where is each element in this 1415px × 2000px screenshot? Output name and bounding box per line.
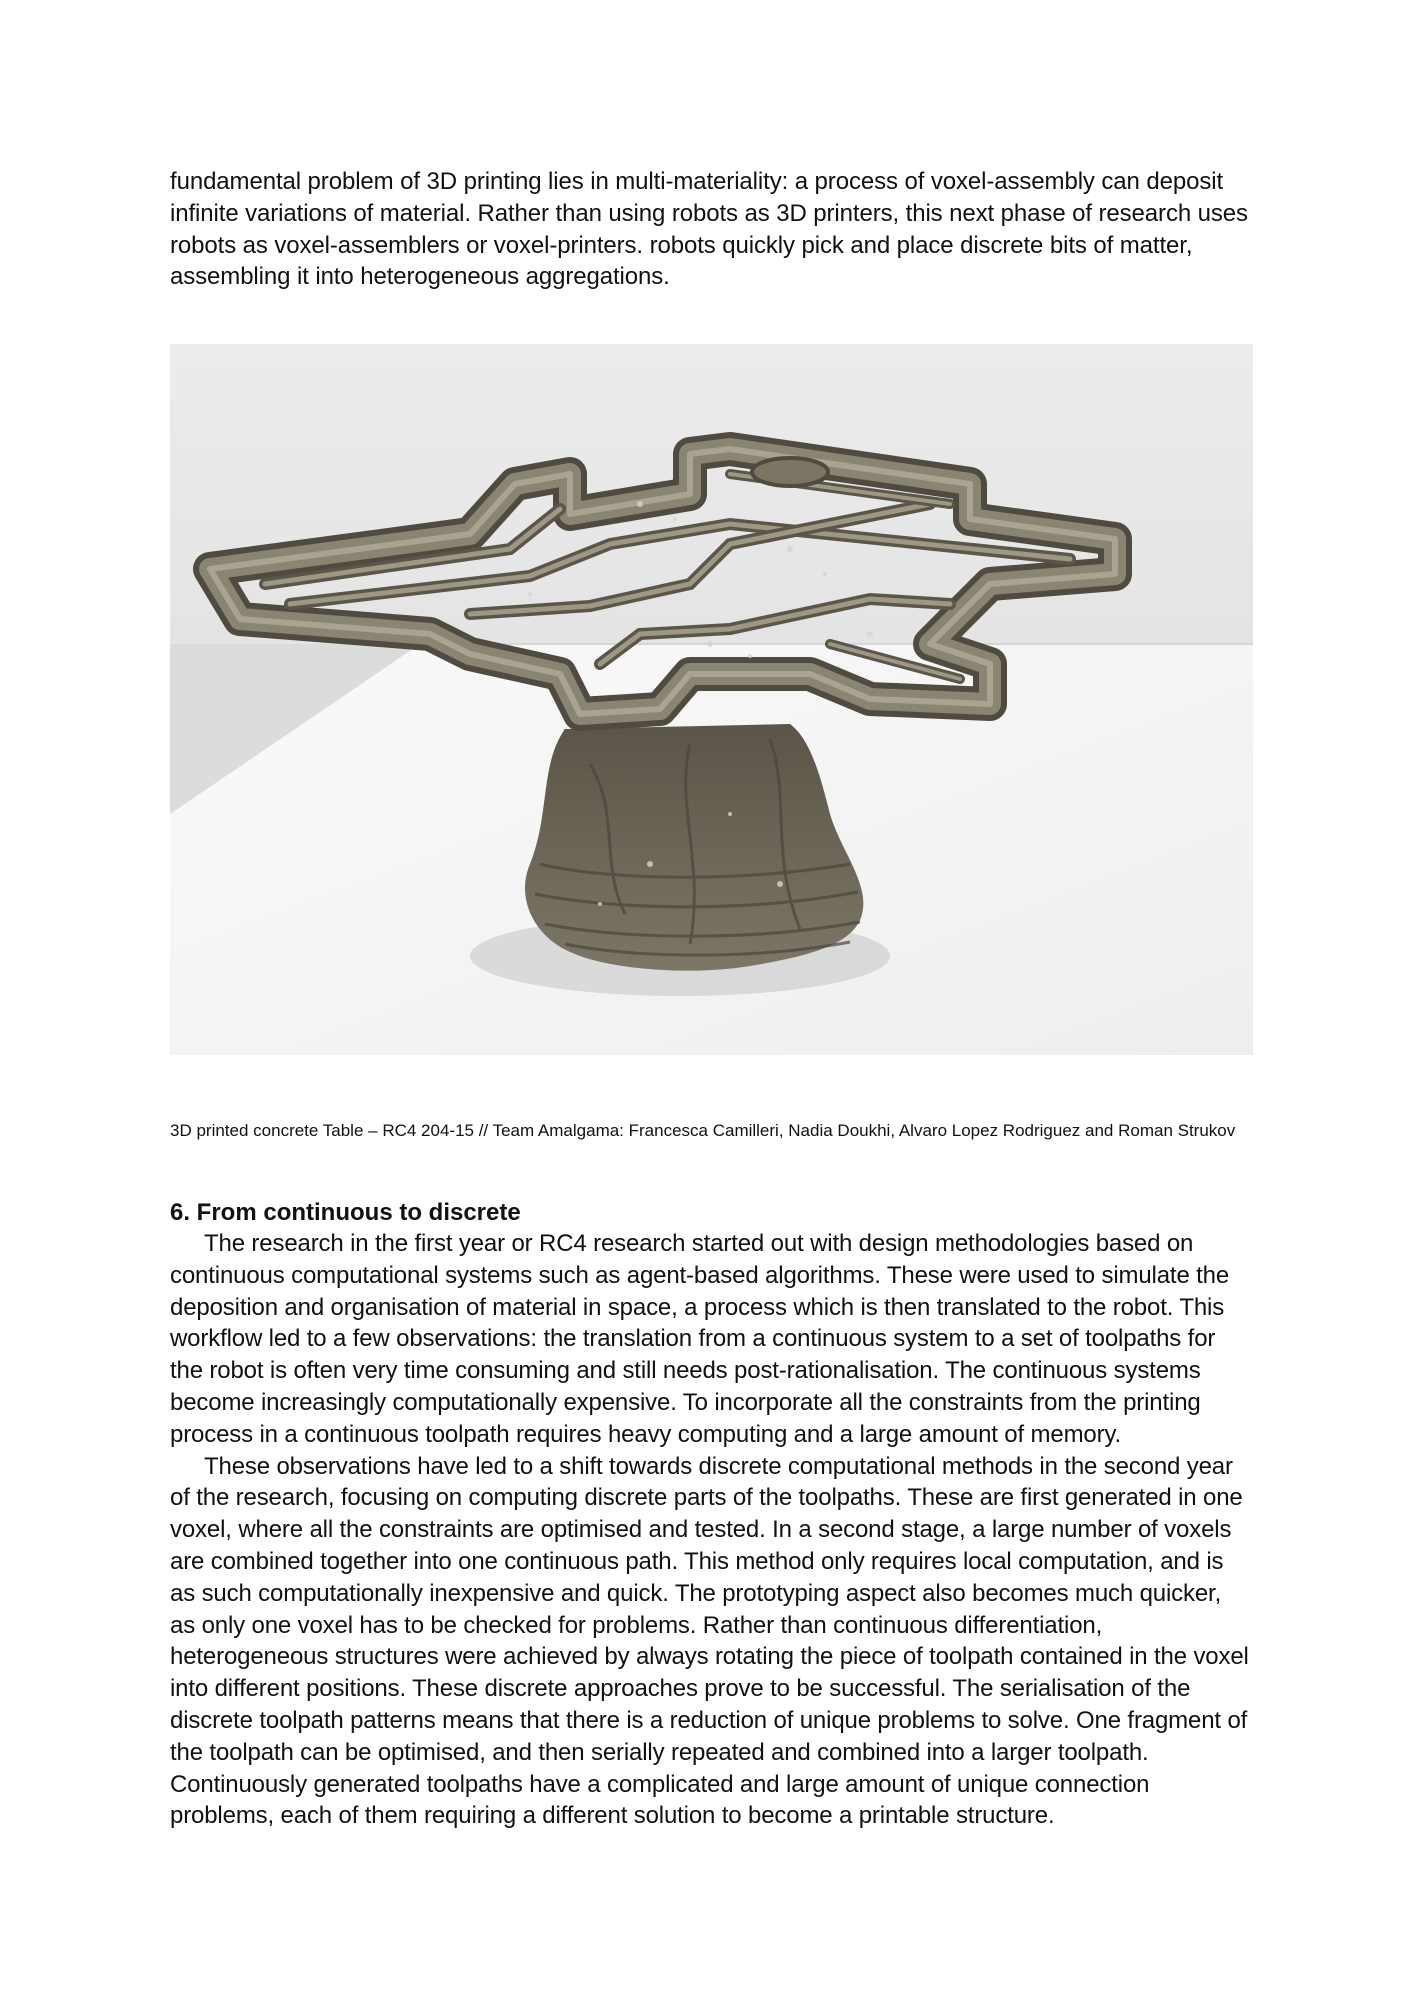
section-body: [170, 1228, 1250, 1832]
intro-paragraph: fundamental problem of 3D printing lies in multi-materiality: a process of voxel-assembly can deposit infinite variations of material. Rather than using robots as 3D printers, this next phase of research uses robots as voxel-assemblers or voxel-printers. robots quickly pick and place discrete bits of matter, assembling it into heterogeneous aggregations.: [170, 168, 1248, 291]
concrete-table-photo: [170, 344, 1253, 1055]
section-heading: 6. From continuous to discrete: [170, 1199, 521, 1226]
body-paragraph: The research in the first year or RC4 research started out with design methodologies based on continuous computational systems such as agent-based algorithms. These were used to simulate the deposition and organisation of material in space, a process which is then translated to the robot. This workflow led to a few observations: the translation from a continuous system to a set of toolpaths for the robot is often very time consuming and still needs post-rationalisation. The continuous systems become increasingly computationally expensive. To incorporate all the constraints from the printing process in a continuous toolpath requires heavy computing and a large amount of memory.: [170, 1230, 1230, 1448]
body-paragraph: These observations have led to a shift towards discrete computational methods in the second year of the research, focusing on computing discrete parts of the toolpaths. These are first generated in one voxel, where all the constraints are optimised and tested. In a second stage, a large number of voxels are combined together into one continuous path. This method only requires local computation, and is as such computationally inexpensive and quick. The prototyping aspect also becomes much quicker, as only one voxel has to be checked for problems. Rather than continuous differentiation, heterogeneous structures were achieved by always rotating the piece of toolpath contained in the voxel into different positions. These discrete approaches prove to be successful. The serialisation of the discrete toolpath patterns means that there is a reduction of unique problems to solve. One fragment of the toolpath can be optimised, and then serially repeated and combined into a larger toolpath. Continuously generated toolpaths have a complicated and large amount of unique connection problems, each of them requiring a different solution to become a printable structure.: [170, 1452, 1249, 1830]
figure-caption: 3D printed concrete Table – RC4 204-15 // Team Amalgama: Francesca Camilleri, Nadia Doukhi, Alvaro Lopez Rodriguez and Roman Strukov: [170, 1121, 1236, 1140]
table-base: [525, 724, 863, 971]
concrete-table-illustration: [170, 344, 1253, 1055]
